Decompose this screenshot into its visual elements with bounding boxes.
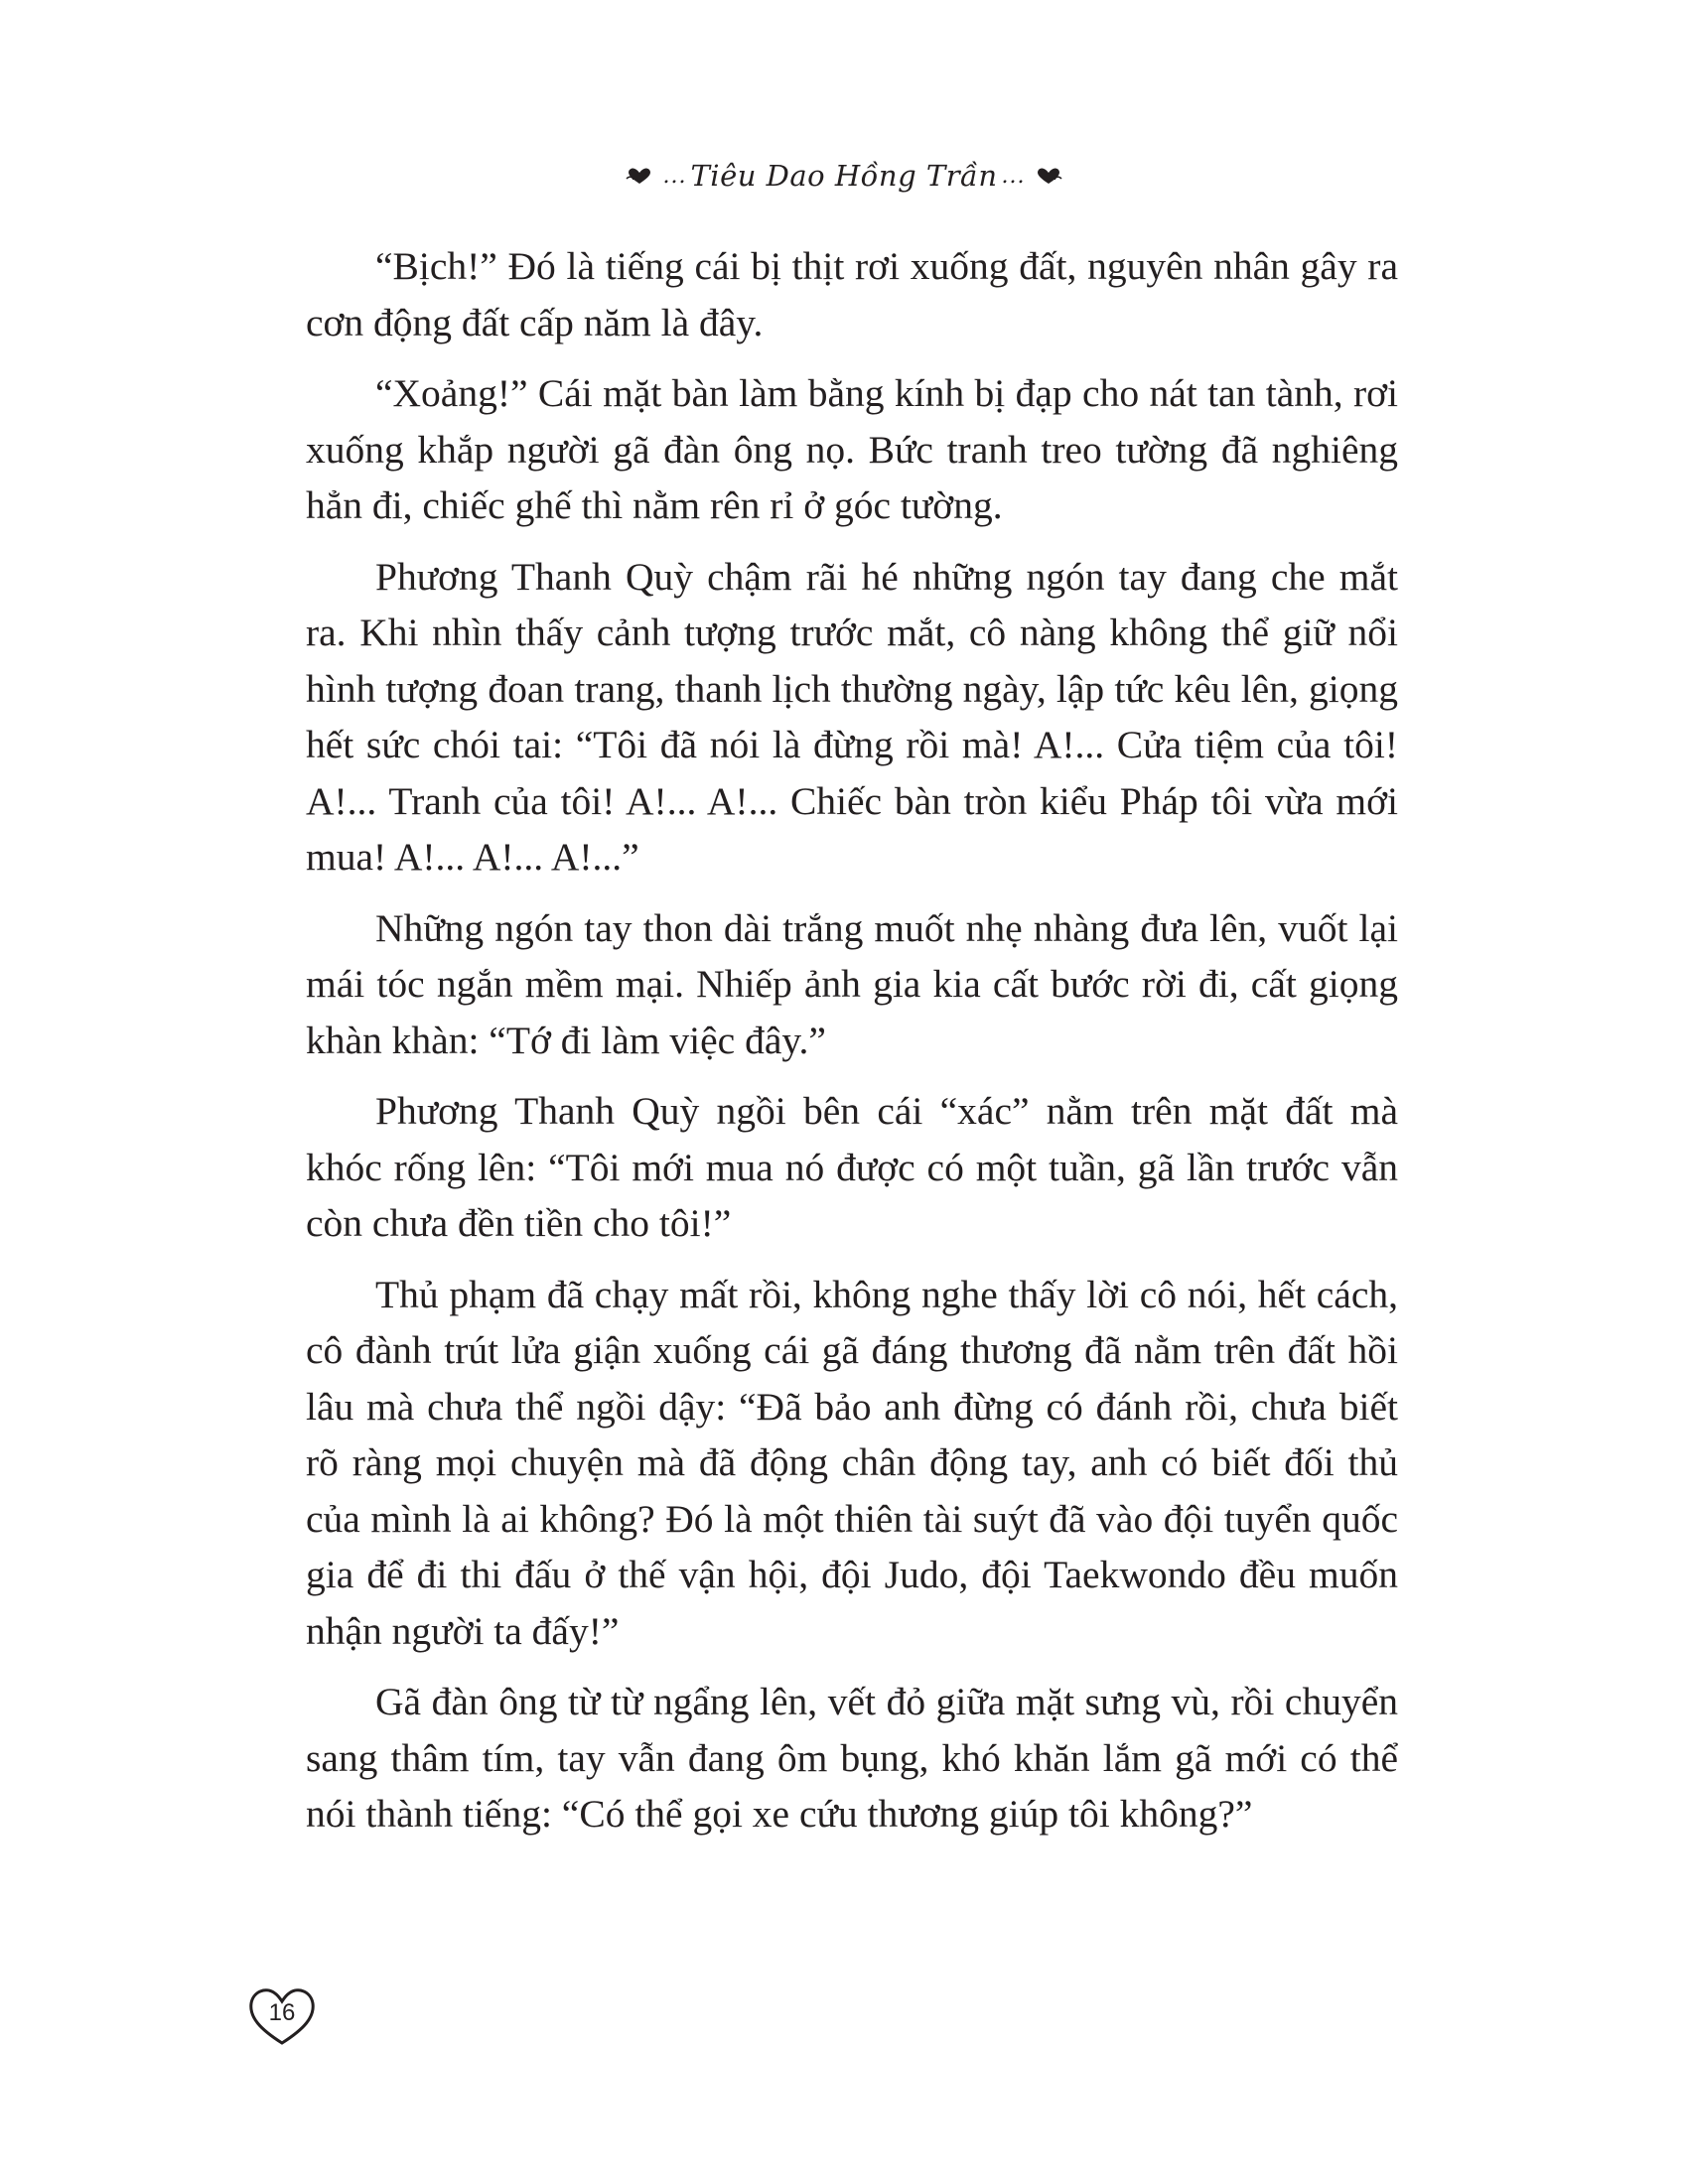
paragraph: Phương Thanh Quỳ ngồi bên cái “xác” nằm trên mặt đất mà khóc rống lên: “Tôi mới mua nó được có một tuần, gã lần trước vẫn còn chưa đền tiền cho tôi!” bbox=[306, 1089, 1398, 1245]
header-right-dots: ... bbox=[1001, 163, 1026, 189]
paragraph: Những ngón tay thon dài trắng muốt nhẹ nhàng đưa lên, vuốt lại mái tóc ngắn mềm mại. Nhiếp ảnh gia kia cất bước rời đi, cất giọng khàn khàn: “Tớ đi làm việc đây.” bbox=[306, 905, 1398, 1062]
page-number: 16 bbox=[268, 1999, 296, 2026]
header-title: Tiêu Dao Hồng Trần bbox=[690, 159, 998, 193]
running-header bbox=[0, 159, 1688, 193]
body-text bbox=[306, 238, 1398, 1857]
paragraph: “Bịch!” Đó là tiếng cái bị thịt rơi xuống đất, nguyên nhân gây ra cơn động đất cấp năm là đây. bbox=[306, 244, 1398, 344]
page-number-badge bbox=[246, 1983, 318, 2047]
header-left-dots: ... bbox=[662, 163, 687, 189]
heart-ornament-icon bbox=[625, 165, 654, 187]
heart-ornament-icon bbox=[1034, 165, 1063, 187]
paragraph: Phương Thanh Quỳ chậm rãi hé những ngón tay đang che mắt ra. Khi nhìn thấy cảnh tượng trước mắt, cô nàng không thể giữ nổi hình tượng đoan trang, thanh lịch thường ngày, lập tức kêu lên, giọng hết sức chói tai: “Tôi đã nói là đừng rồi mà! A!... Cửa tiệm của tôi! A!... Tranh của tôi! A!... A!... Chiếc bàn tròn kiểu Pháp tôi vừa mới mua! A!... A!... A!...” bbox=[306, 554, 1398, 879]
paragraph: “Xoảng!” Cái mặt bàn làm bằng kính bị đạp cho nát tan tành, rơi xuống khắp người gã đàn ông nọ. Bức tranh treo tường đã nghiêng hẳn đi, chiếc ghế thì nằm rên rỉ ở góc tường. bbox=[306, 371, 1398, 527]
paragraph: Thủ phạm đã chạy mất rồi, không nghe thấy lời cô nói, hết cách, cô đành trút lửa giận xuống cái gã đáng thương đã nằm trên đất hồi lâu mà chưa thể ngồi dậy: “Đã bảo anh đừng có đánh rồi, chưa biết rõ ràng mọi chuyện mà đã động chân động tay, anh có biết đối thủ của mình là ai không? Đó là một thiên tài suýt đã vào đội tuyển quốc gia để đi thi đấu ở thế vận hội, đội Judo, đội Taekwondo đều muốn nhận người ta đấy!” bbox=[306, 1272, 1398, 1653]
paragraph: Gã đàn ông từ từ ngẩng lên, vết đỏ giữa mặt sưng vù, rồi chuyển sang thâm tím, tay vẫn đang ôm bụng, khó khăn lắm gã mới có thể nói thành tiếng: “Có thể gọi xe cứu thương giúp tôi không?” bbox=[306, 1680, 1398, 1836]
